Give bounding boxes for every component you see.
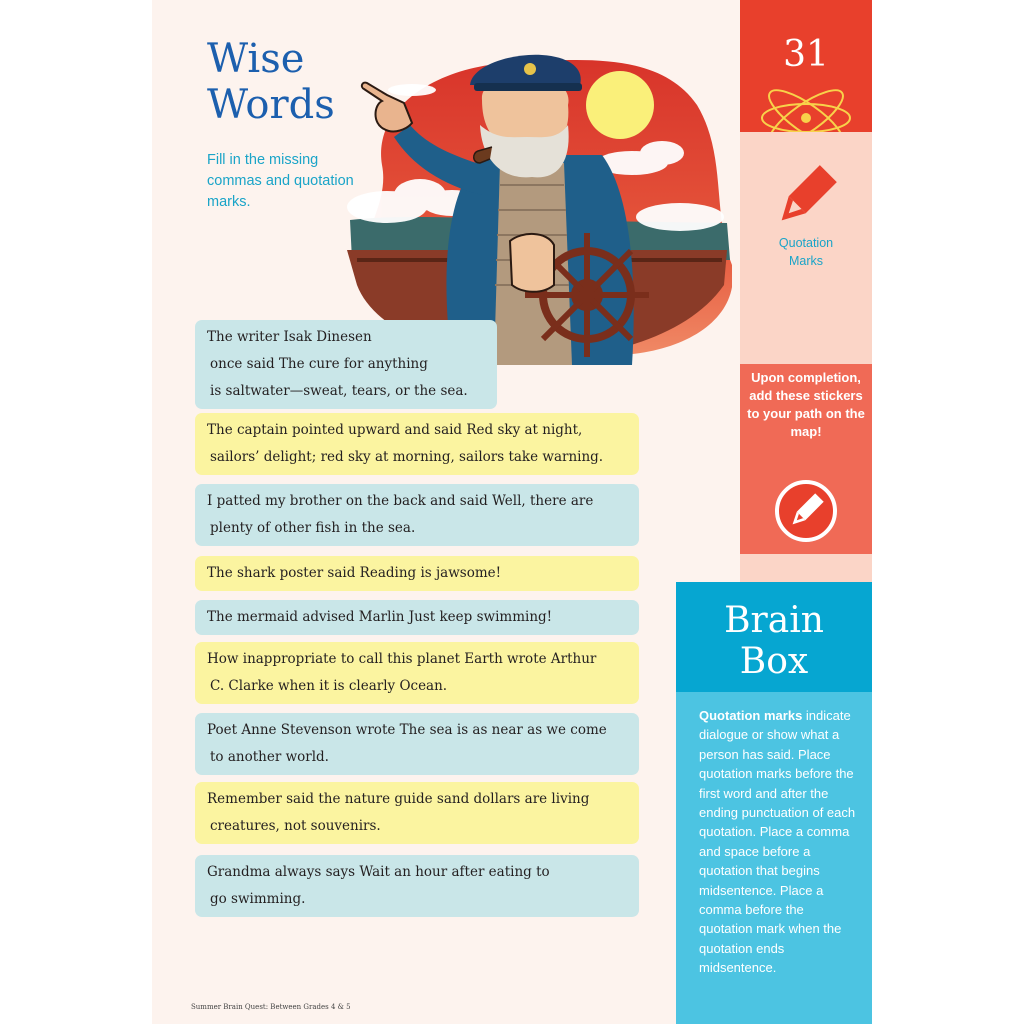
topic-label-line-2: Marks (788, 254, 824, 268)
sentence-line: plenty of other fish in the sea. (210, 520, 416, 536)
sentence-line: The mermaid advised Marlin Just keep swimming! (207, 609, 553, 625)
brain-box-title-line-2: Box (739, 641, 809, 682)
page-number-tab (740, 0, 872, 132)
sticker-text: Upon completion, add these stickers to your path on the map! (747, 370, 865, 439)
workbook-page (152, 0, 872, 1024)
title-line-1: Wise (207, 36, 305, 82)
brain-box-lead: Quotation marks (699, 708, 803, 723)
exercise-sentence-5[interactable] (195, 600, 639, 635)
sentence-line: sailors’ delight; red sky at morning, sailors take warning. (210, 449, 604, 465)
sentence-line: Poet Anne Stevenson wrote The sea is as near as we come (207, 722, 607, 738)
brain-box-explanation: indicate dialogue or show what a person has said. Place quotation marks before the first word and after the ending punctuation of each quotation. Place a comma and space before a quotation that begins midsentence. Place a comma before the quotation mark when the quotation ends midsentence. (699, 708, 856, 976)
brain-box-title (676, 600, 872, 682)
exercise-sentence-4[interactable] (195, 556, 639, 591)
sentence-line: C. Clarke when it is clearly Ocean. (210, 678, 448, 694)
sentence-line: The shark poster said Reading is jawsome! (207, 565, 502, 581)
sentence-line: go swimming. (210, 891, 306, 907)
sticker-callout (740, 364, 872, 554)
pencil-icon (770, 162, 840, 232)
page-number: 31 (783, 34, 829, 75)
sentence-line: I patted my brother on the back and said Well, there are (207, 493, 594, 509)
pencil-badge-icon (775, 480, 837, 542)
brain-box-text (699, 706, 859, 978)
sentence-line: The captain pointed upward and said Red sky at night, (207, 422, 583, 438)
title-line-2: Words (207, 82, 335, 128)
footer: Summer Brain Quest: Between Grades 4 & 5 (191, 1003, 351, 1011)
sentence-line: Remember said the nature guide sand dollars are living (207, 791, 590, 807)
sentence-line: to another world. (210, 749, 329, 765)
exercise-sentence-8[interactable] (195, 782, 639, 844)
sentence-line: The writer Isak Dinesen (207, 329, 372, 345)
sentence-line: is saltwater—sweat, tears, or the sea. (210, 383, 468, 399)
brain-box-body (676, 692, 872, 1024)
exercise-sentence-3[interactable] (195, 484, 639, 546)
exercise-sentence-2[interactable] (195, 413, 639, 475)
exercise-sentence-6[interactable] (195, 642, 639, 704)
exercise-sentence-9[interactable] (195, 855, 639, 917)
topic-label-line-1: Quotation (778, 236, 834, 250)
sentence-line: Grandma always says Wait an hour after eating to (207, 864, 550, 880)
exercise-sentence-1[interactable] (195, 320, 497, 409)
brain-box-header (676, 582, 872, 692)
exercise-sentence-7[interactable] (195, 713, 639, 775)
brain-box-title-line-1: Brain (724, 600, 824, 641)
sentence-line: once said The cure for anything (210, 356, 428, 372)
instructions: Fill in the missing commas and quotation marks. (207, 152, 354, 210)
sea-captain-illustration (332, 45, 732, 365)
sentence-line: How inappropriate to call this planet Earth wrote Arthur (207, 651, 597, 667)
topic-label (740, 234, 872, 270)
sentence-line: creatures, not souvenirs. (210, 818, 381, 834)
